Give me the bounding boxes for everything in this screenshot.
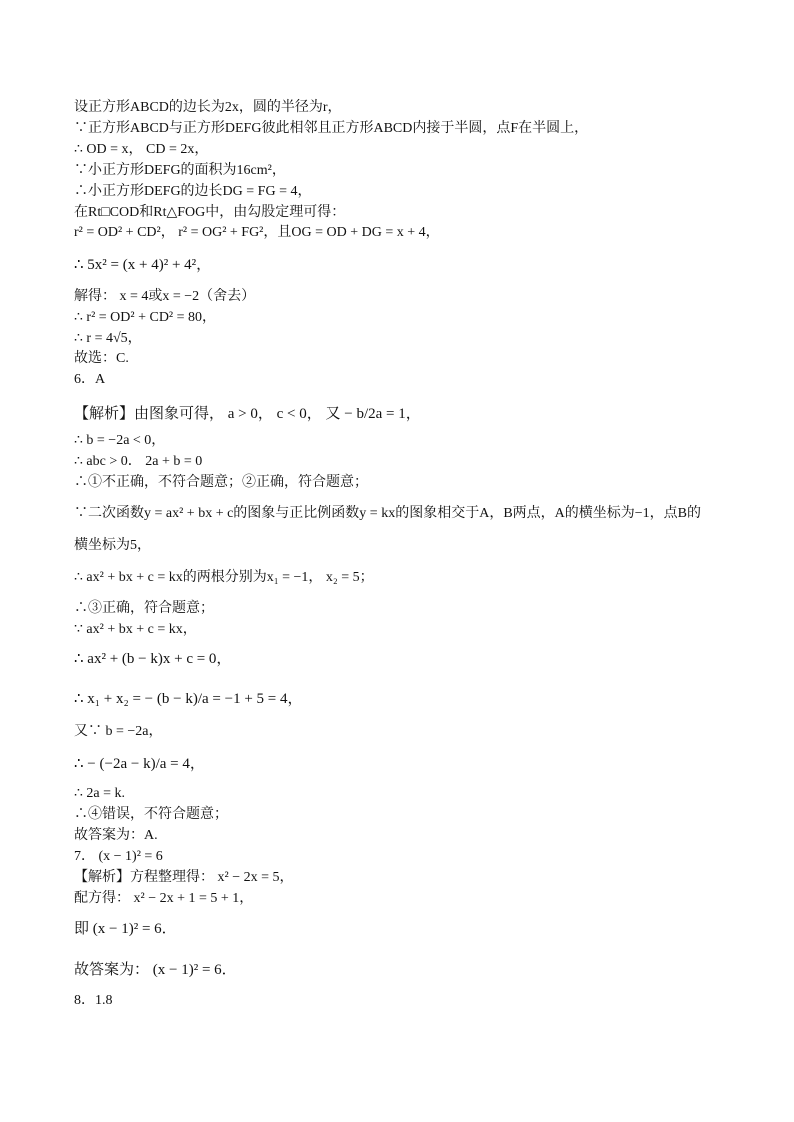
text-line: 故答案为： (x − 1)² = 6． (74, 962, 237, 978)
text-line: ∵小正方形DEFG的面积为16cm²， (74, 163, 286, 178)
text-line: ∴①不正确，不符合题意；②正确，符合题意； (74, 475, 368, 490)
text-line: ∵ ax² + bx + c = kx， (74, 622, 197, 637)
text-line: ∵正方形ABCD与正方形DEFG彼此相邻且正方形ABCD内接于半圆，点F在半圆上， (74, 121, 589, 136)
text-line: 故选：C. (74, 351, 129, 366)
text-line: 配方得： x² − 2x + 1 = 5 + 1， (74, 891, 254, 906)
text-line: ∴ abc > 0． 2a + b = 0 (74, 454, 203, 469)
text-line: 7． (x − 1)² = 6 (74, 849, 163, 864)
text-line: ∴③正确，符合题意； (74, 601, 214, 616)
text-line: 即 (x − 1)² = 6． (74, 921, 177, 937)
text-line: ∴ ax² + bx + c = kx的两根分别为x₁ = −1， x₂ = 5； (74, 570, 374, 585)
text-line: 8．1.8 (74, 993, 113, 1008)
text-line: ∴ OD = x， CD = 2x， (74, 142, 209, 157)
text-line: ∴ ax² + (b − k)x + c = 0， (74, 651, 232, 667)
text-line: ∴ r² = OD² + CD² = 80， (74, 310, 217, 325)
text-line: ∴ b = −2a < 0， (74, 433, 166, 448)
text-line: ∴小正方形DEFG的边长DG = FG = 4， (74, 184, 312, 199)
text-line: ∴ 5x² = (x + 4)² + 4²， (74, 257, 212, 273)
text-line: 6．A (74, 372, 106, 387)
text-line: 【解析】方程整理得： x² − 2x = 5， (74, 870, 294, 885)
text-line: ∴ x₁ + x₂ = − (b − k)/a = −1 + 5 = 4， (74, 691, 303, 707)
text-line: r² = OD² + CD²， r² = OG² + FG²，且OG = OD + DG = x + 4， (74, 225, 440, 240)
text-line: 横坐标为5， (74, 538, 151, 553)
text-line: 故答案为：A. (74, 828, 158, 843)
text-line: ∴④错误，不符合题意； (74, 807, 228, 822)
text-line: 又∵ b = −2a， (74, 724, 163, 739)
text-line: ∴ 2a = k. (74, 786, 126, 801)
text-line: 设正方形ABCD的边长为2x，圆的半径为r， (74, 100, 342, 115)
text-line: 解得： x = 4或x = −2（舍去） (74, 289, 256, 304)
text-line: ∴ − (−2a − k)/a = 4， (74, 756, 205, 772)
text-line: ∵二次函数y = ax² + bx + c的图象与正比例函数y = kx的图象相交于A，B两点，A的横坐标为−1，点B的 (74, 506, 701, 521)
text-line: 在Rt□COD和Rt△FOG中，由勾股定理可得： (74, 205, 346, 220)
text-line: 【解析】由图象可得， a > 0， c < 0， 又 − b/2a = 1， (74, 406, 421, 422)
text-line: ∴ r = 4√5， (74, 331, 142, 346)
